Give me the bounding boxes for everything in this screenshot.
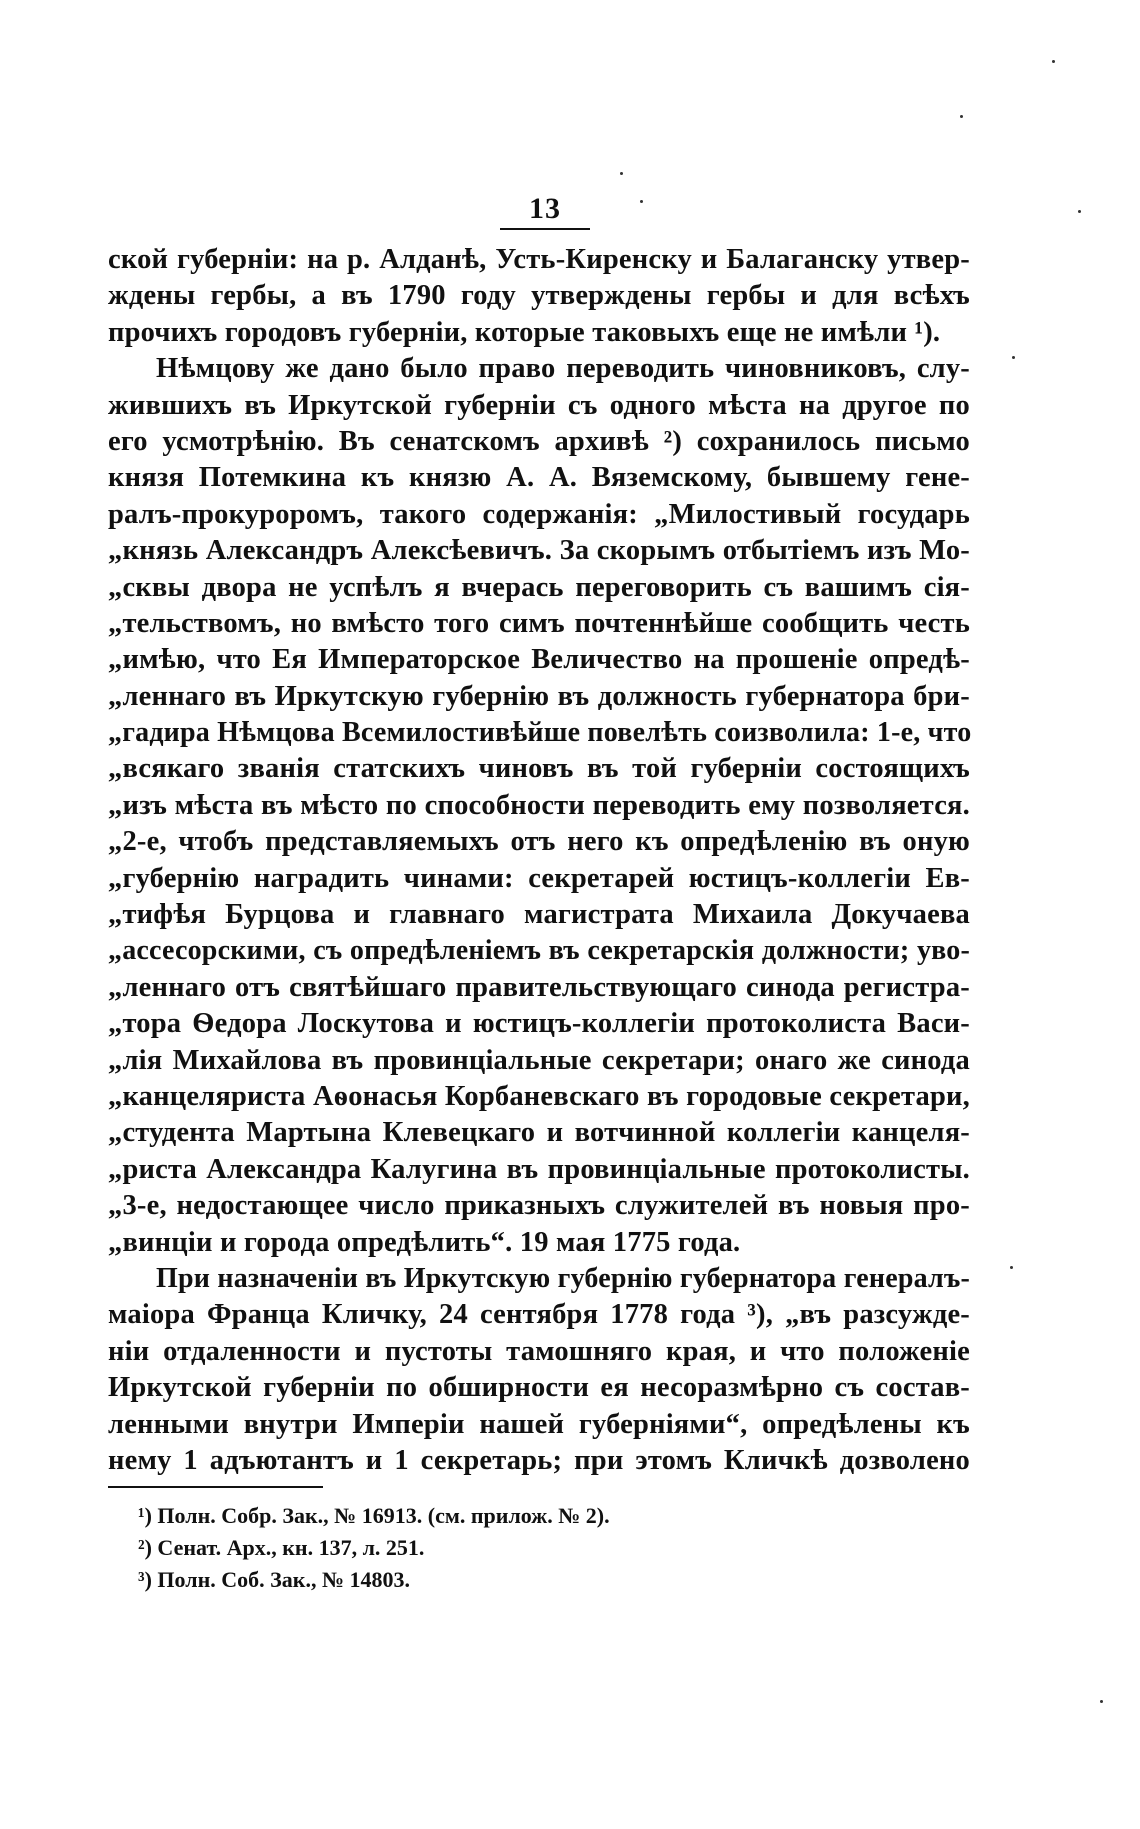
scan-speck [1052, 60, 1055, 63]
page-number-rule [500, 228, 590, 230]
scan-speck [640, 200, 643, 203]
body-text [108, 242, 970, 1479]
text-line: „леннаго отъ святѣйшаго правительствующаго синода регистра- [108, 971, 970, 1003]
scan-speck [960, 115, 963, 118]
text-line: „губернію наградить чинами: секретарей юстицъ-коллегіи Ев- [108, 862, 970, 894]
footnote: ³) Полн. Соб. Зак., № 14803. [138, 1567, 411, 1592]
text-line: „имѣю, что Ея Императорское Величество на прошеніе опредѣ- [108, 644, 970, 676]
scan-speck [1078, 210, 1081, 213]
scan-speck [1100, 1700, 1103, 1703]
text-line: ніи отдаленности и пустоты тамошняго края, и что положеніе [108, 1335, 970, 1367]
text-line: князя Потемкина къ князю А. А. Вяземскому, бывшему гене- [108, 462, 970, 494]
text-line: жившихъ въ Иркутской губерніи съ одного мѣста на другое по [108, 389, 970, 421]
text-line: „всякаго званія статскихъ чиновъ въ той губерніи состоящихъ [108, 753, 970, 785]
scan-speck [1010, 1266, 1013, 1269]
text-line: прочихъ городовъ губерніи, которые таковыхъ еще не имѣли ¹). [108, 316, 941, 348]
text-line: „студента Мартына Клевецкаго и вотчинной коллегіи канцеля- [108, 1117, 970, 1149]
text-line: „2-е, чтобъ представляемыхъ отъ него къ опредѣленію въ оную [108, 826, 970, 858]
text-line: „князь Александръ Алексѣевичъ. За скорымъ отбытіемъ изъ Мо- [108, 535, 970, 567]
text-line: ралъ-прокуроромъ, такого содержанія: „Милостивый государь [108, 498, 970, 530]
text-line: „ассесорскими, съ опредѣленіемъ въ секретарскія должности; уво- [108, 935, 970, 967]
text-line: „тифѣя Бурцова и главнаго магистрата Михаила Докучаева [108, 899, 970, 931]
text-line: „сквы двора не успѣлъ я вчерась переговорить съ вашимъ сія- [108, 571, 970, 603]
text-line: „тора Ѳедора Лоскутова и юстицъ-коллегіи протоколиста Васи- [108, 1008, 970, 1040]
text-line: „гадира Нѣмцова Всемилостивѣйше повелѣть соизволила: 1-е, что [108, 717, 972, 749]
scan-speck [1012, 356, 1015, 359]
text-line: „изъ мѣста въ мѣсто по способности переводить ему позволяется. [108, 789, 970, 821]
text-line: „тельствомъ, но вмѣсто того симъ почтеннѣйше сообщить честь [108, 607, 970, 639]
page-number: 13 [529, 192, 561, 225]
footnote-separator [108, 1486, 323, 1488]
text-line: ской губерніи: на р. Алданѣ, Усть-Киренску и Балаганску утвер- [108, 244, 970, 275]
text-line: ждены гербы, а въ 1790 году утверждены гербы и для всѣхъ [108, 280, 970, 312]
text-line: „3-е, недостающее число приказныхъ служителей въ новыя про- [108, 1190, 970, 1222]
text-line: маіора Франца Кличку, 24 сентября 1778 года ³), „въ разсужде- [108, 1299, 970, 1331]
footnotes [138, 1500, 738, 1596]
scan-speck [620, 172, 623, 175]
text-line: Нѣмцову же дано было право переводить чиновниковъ, слу- [156, 353, 970, 385]
text-line: нему 1 адъютантъ и 1 секретарь; при этомъ Кличкѣ дозволено [108, 1444, 970, 1476]
text-line: Иркутской губерніи по обширности ея несоразмѣрно съ состав- [108, 1372, 970, 1404]
text-line: „канцеляриста Аѳонасья Корбаневскаго въ городовые секретари, [108, 1080, 970, 1112]
text-line: „леннаго въ Иркутскую губернію въ должность губернатора бри- [108, 680, 970, 712]
text-line: При назначеніи въ Иркутскую губернію губернатора генералъ- [156, 1262, 970, 1294]
text-line: его усмотрѣнію. Въ сенатскомъ архивѣ ²) сохранилось письмо [108, 425, 970, 457]
footnote: ²) Сенат. Арх., кн. 137, л. 251. [138, 1535, 425, 1560]
text-line: „лія Михайлова въ провинціальные секретари; онаго же синода [108, 1044, 970, 1076]
footnote: ¹) Полн. Собр. Зак., № 16913. (см. прилож. № 2). [138, 1503, 610, 1528]
text-line: ленными внутри Имперіи нашей губерніями“, опредѣлены къ [108, 1408, 970, 1440]
text-line: „винціи и города опредѣлить“. 19 мая 1775 года. [108, 1226, 741, 1258]
text-line: „риста Александра Калугина въ провинціальные протоколисты. [108, 1153, 970, 1185]
